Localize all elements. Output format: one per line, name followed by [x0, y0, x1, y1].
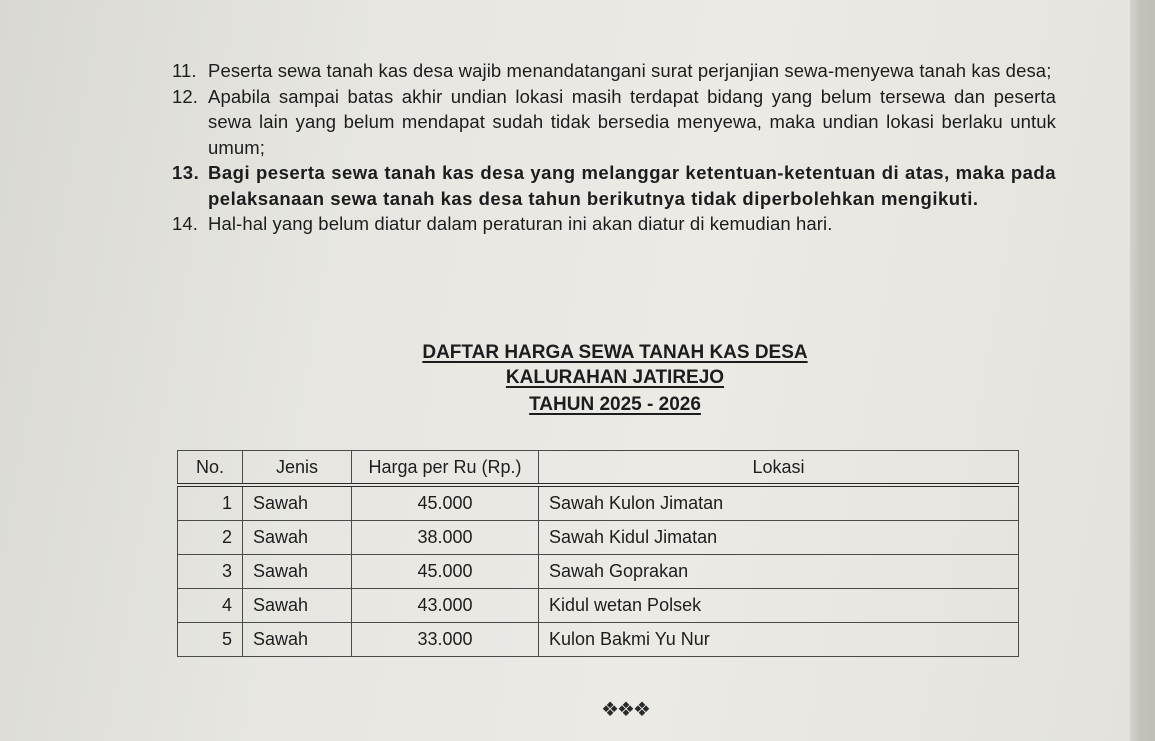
- cell-harga: 45.000: [352, 555, 539, 589]
- page-edge: [1130, 0, 1155, 741]
- cell-lokasi: Sawah Kidul Jimatan: [539, 521, 1019, 555]
- cell-lokasi: Sawah Goprakan: [539, 555, 1019, 589]
- table-row: [178, 521, 1019, 555]
- cell-lokasi: Kulon Bakmi Yu Nur: [539, 623, 1019, 657]
- table-subtitle-year: TAHUN 2025 - 2026: [529, 394, 701, 415]
- cell-jenis: Sawah: [243, 555, 352, 589]
- rules-list: [172, 58, 1056, 237]
- rule-number: 12.: [172, 85, 199, 107]
- rule-number: 11.: [172, 60, 197, 81]
- cell-no: 2: [178, 521, 243, 555]
- table-row: [178, 555, 1019, 589]
- header-lokasi: Lokasi: [539, 451, 1019, 486]
- cell-no: 1: [178, 485, 243, 521]
- table-header-row: [178, 451, 1019, 486]
- cell-no: 3: [178, 555, 243, 589]
- cell-jenis: Sawah: [243, 521, 352, 555]
- rule-11: [172, 58, 1056, 84]
- header-jenis: Jenis: [243, 451, 352, 486]
- rule-text: Hal-hal yang belum diatur dalam peraturan ini akan diatur di kemudian hari.: [208, 213, 833, 234]
- cell-jenis: Sawah: [243, 623, 352, 657]
- cell-jenis: Sawah: [243, 485, 352, 521]
- cell-jenis: Sawah: [243, 589, 352, 623]
- cell-no: 4: [178, 589, 243, 623]
- cell-harga: 43.000: [352, 589, 539, 623]
- cell-lokasi: Sawah Kulon Jimatan: [539, 485, 1019, 521]
- rule-number: 14.: [172, 213, 199, 234]
- rule-14: [172, 211, 1056, 237]
- rule-text: Apabila sampai batas akhir undian lokasi masih terdapat bidang yang belum tersewa dan peserta sewa lain yang belum mendapat sudah tidak bersedia menyewa, maka undian lokasi berlaku untuk umum;: [208, 85, 1056, 158]
- cell-harga: 45.000: [352, 485, 539, 521]
- diamond-ornament-icon: ❖❖❖: [601, 699, 649, 721]
- rule-13: [172, 160, 1056, 211]
- table-row: [178, 485, 1019, 521]
- table-row: [178, 623, 1019, 657]
- cell-lokasi: Kidul wetan Polsek: [539, 589, 1019, 623]
- rule-12: [172, 84, 1056, 161]
- rule-number: 13.: [172, 162, 200, 183]
- cell-no: 5: [178, 623, 243, 657]
- header-harga: Harga per Ru (Rp.): [352, 451, 539, 486]
- table-subtitle-kalurahan: KALURAHAN JATIREJO: [505, 367, 725, 388]
- rule-text: Peserta sewa tanah kas desa wajib menandatangani surat perjanjian sewa-menyewa tanah kas desa;: [208, 60, 1052, 81]
- cell-harga: 33.000: [352, 623, 539, 657]
- cell-harga: 38.000: [352, 521, 539, 555]
- price-table: [177, 450, 1019, 657]
- table-row: [178, 589, 1019, 623]
- rule-text: Bagi peserta sewa tanah kas desa yang melanggar ketentuan-ketentuan di atas, maka pada pelaksanaan sewa tanah kas desa tahun berikutnya tidak diperbolehkan mengikuti.: [208, 162, 1056, 209]
- table-title: DAFTAR HARGA SEWA TANAH KAS DESA: [422, 342, 808, 363]
- header-no: No.: [178, 451, 243, 486]
